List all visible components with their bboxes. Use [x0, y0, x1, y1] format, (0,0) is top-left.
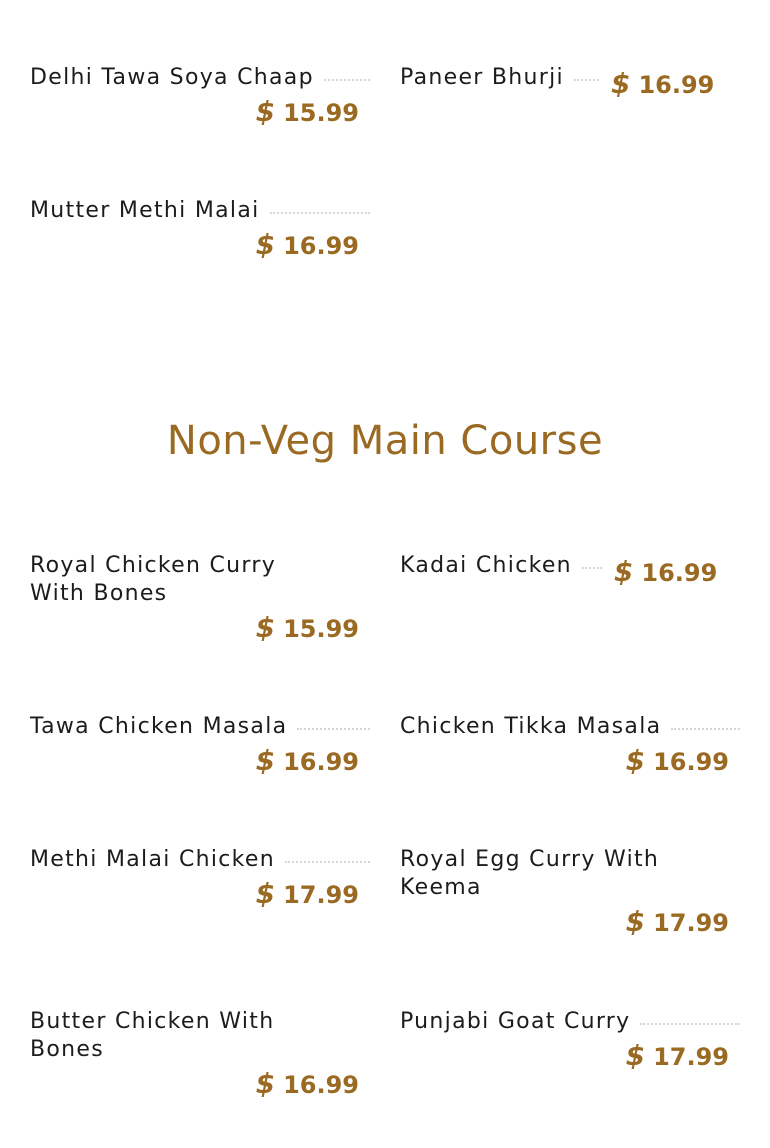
price-value: 15.99	[283, 99, 359, 127]
menu-item	[30, 64, 370, 128]
dotted-leader	[324, 64, 370, 81]
dotted-leader	[270, 197, 370, 214]
menu-item	[400, 64, 740, 99]
menu-item-name: Butter Chicken With Bones	[30, 1009, 275, 1062]
section-title: Non-Veg Main Course	[166, 418, 604, 464]
dotted-leader	[297, 713, 370, 730]
menu-item	[30, 552, 370, 644]
dollar-sign: $	[625, 905, 646, 938]
menu-item-name: Kadai Chicken	[400, 553, 572, 578]
menu-item-price	[30, 746, 370, 777]
price-value: 17.99	[653, 909, 729, 937]
menu-item	[400, 846, 740, 938]
dollar-sign: $	[613, 555, 634, 588]
menu-item	[30, 846, 370, 910]
menu-item-name: Chicken Tikka Masala	[400, 714, 662, 739]
menu-item-price	[30, 230, 370, 261]
price-value: 16.99	[653, 748, 729, 776]
menu-item-price	[400, 746, 740, 777]
menu-item	[30, 1008, 370, 1100]
menu-item-name: Royal Chicken Curry With Bones	[30, 553, 277, 606]
menu-item-name: Tawa Chicken Masala	[30, 714, 288, 739]
menu-item-price	[599, 67, 715, 100]
price-value: 17.99	[283, 881, 359, 909]
price-value: 16.99	[638, 71, 715, 99]
menu-item	[400, 1008, 740, 1072]
menu-item-price	[400, 907, 740, 938]
menu-item-price	[400, 1041, 740, 1072]
price-value: 16.99	[283, 1071, 359, 1099]
price-value: 16.99	[641, 559, 718, 587]
menu-item-name: Methi Malai Chicken	[30, 847, 276, 872]
price-value: 17.99	[653, 1043, 729, 1071]
menu-item-name: Royal Egg Curry With Keema	[400, 847, 660, 900]
price-value: 16.99	[283, 232, 359, 260]
dollar-sign: $	[625, 744, 646, 777]
menu-item	[400, 713, 740, 777]
menu-item-name: Paneer Bhurji	[400, 65, 564, 90]
dollar-sign: $	[255, 95, 276, 128]
price-value: 16.99	[283, 748, 359, 776]
dollar-sign: $	[255, 877, 276, 910]
dotted-leader	[582, 552, 602, 569]
dotted-leader	[574, 64, 599, 81]
menu-item-price	[30, 613, 370, 644]
dollar-sign: $	[255, 228, 276, 261]
menu-item	[30, 713, 370, 777]
menu-item	[30, 197, 370, 261]
menu-item-name: Mutter Methi Malai	[30, 198, 260, 223]
dotted-leader	[671, 713, 740, 730]
dotted-leader	[640, 1008, 740, 1025]
dollar-sign: $	[625, 1039, 646, 1072]
dollar-sign: $	[255, 611, 276, 644]
menu-item-price	[30, 1069, 370, 1100]
menu-item-name: Delhi Tawa Soya Chaap	[30, 65, 314, 90]
price-value: 15.99	[283, 615, 359, 643]
menu-item-name: Punjabi Goat Curry	[400, 1009, 631, 1034]
menu-item-price	[30, 97, 370, 128]
dotted-leader	[285, 846, 370, 863]
menu-item-price	[602, 555, 718, 588]
dollar-sign: $	[255, 1067, 276, 1100]
dollar-sign: $	[610, 67, 631, 100]
menu-item	[400, 552, 740, 587]
dollar-sign: $	[255, 744, 276, 777]
menu-item-price	[30, 879, 370, 910]
